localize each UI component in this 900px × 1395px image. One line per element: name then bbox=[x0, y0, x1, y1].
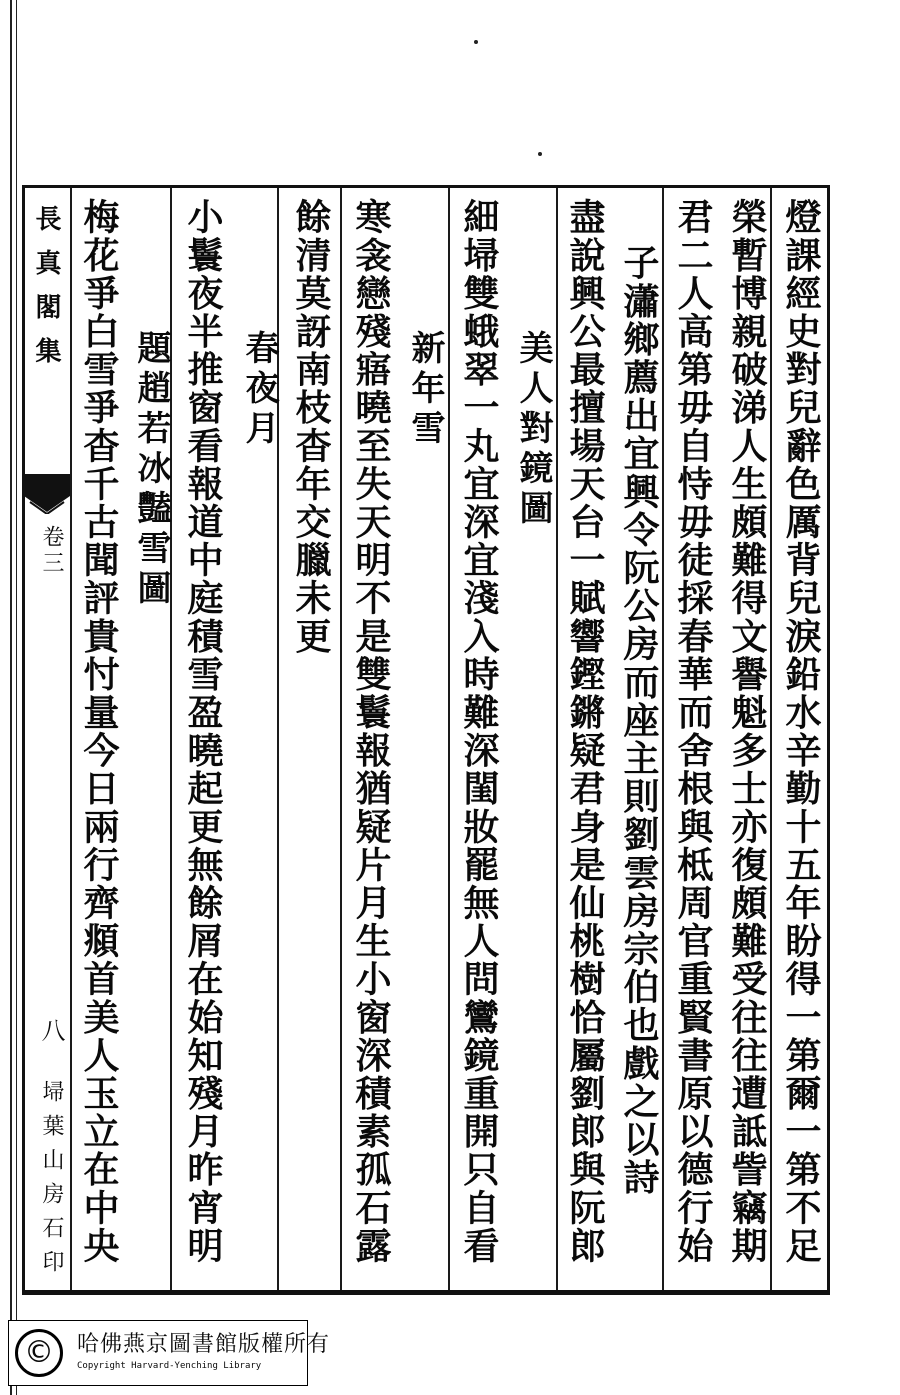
column-rule bbox=[70, 188, 72, 1290]
column-rule bbox=[770, 188, 772, 1290]
text-column-2: 榮暫博親破涕人生頗難得文譽魁多士亦復頗難受往往遭詆訾竊期 bbox=[726, 198, 768, 1265]
poem-title-spring-night-moon: 春夜月 bbox=[239, 330, 279, 450]
column-rule bbox=[340, 188, 342, 1290]
text-column-1: 燈課經史對兒辭色厲背兒淚鉛水辛勤十五年盼得一第爾一第不足 bbox=[780, 198, 822, 1265]
poem-title-snow-painting: 題趙若冰豔雪圖 bbox=[131, 330, 171, 610]
page-number: 八 bbox=[37, 1018, 65, 1052]
text-column-9: 寒衾戀殘寤曉至失天明不是雙鬟報猶疑片月生小窗深積素孤石露 bbox=[350, 198, 392, 1265]
printer-label: 埽葉山房石印 bbox=[39, 1080, 64, 1284]
column-rule bbox=[448, 188, 450, 1290]
text-column-5: 盡說興公最擅場天台一賦響鏗鏘疑君身是仙桃樹恰屬劉郎與阮郎 bbox=[564, 198, 606, 1265]
binding-rule bbox=[16, 0, 17, 1395]
column-rule bbox=[556, 188, 558, 1290]
frame-bottom-rule bbox=[22, 1290, 830, 1292]
text-column-14: 梅花爭白雪爭杳千古聞評貴忖量今日兩行齊頫首美人玉立在中央 bbox=[78, 198, 120, 1265]
book-title: 長真閣集 bbox=[31, 205, 61, 381]
text-column-4: 子瀟鄉薦出宜興令阮公房而座主則劉雲房宗伯也戲之以詩 bbox=[618, 244, 660, 1197]
ink-speck bbox=[538, 152, 542, 156]
watermark-chinese: 哈佛燕京圖書館版權所有 bbox=[77, 1332, 331, 1357]
poem-title-beauty-mirror: 美人對鏡圖 bbox=[513, 330, 553, 530]
text-column-3: 君二人高第毋自恃毋徒採春華而舍根與柢周官重賢書原以德行始 bbox=[672, 198, 714, 1265]
poem-title-new-year-snow: 新年雪 bbox=[405, 330, 445, 450]
column-rule bbox=[662, 188, 664, 1290]
binding-rule bbox=[10, 0, 12, 1395]
text-column-7: 細埽雙蛾翠一丸宜深宜淺入時難深閨妝罷無人問鸞鏡重開只自看 bbox=[458, 198, 500, 1265]
text-column-10: 餘清莫訝南枝杳年交臘未更 bbox=[290, 198, 332, 656]
watermark-english: Copyright Harvard-Yenching Library bbox=[77, 1361, 262, 1371]
ink-speck bbox=[474, 40, 478, 44]
text-column-12: 小鬟夜半推窗看報道中庭積雪盈曉起更無餘屑在始知殘月昨宵明 bbox=[182, 198, 224, 1265]
fishtail-mark bbox=[24, 474, 70, 514]
volume-label: 卷三 bbox=[39, 525, 64, 577]
copyright-icon: © bbox=[15, 1329, 63, 1377]
copyright-watermark bbox=[8, 1320, 331, 1386]
